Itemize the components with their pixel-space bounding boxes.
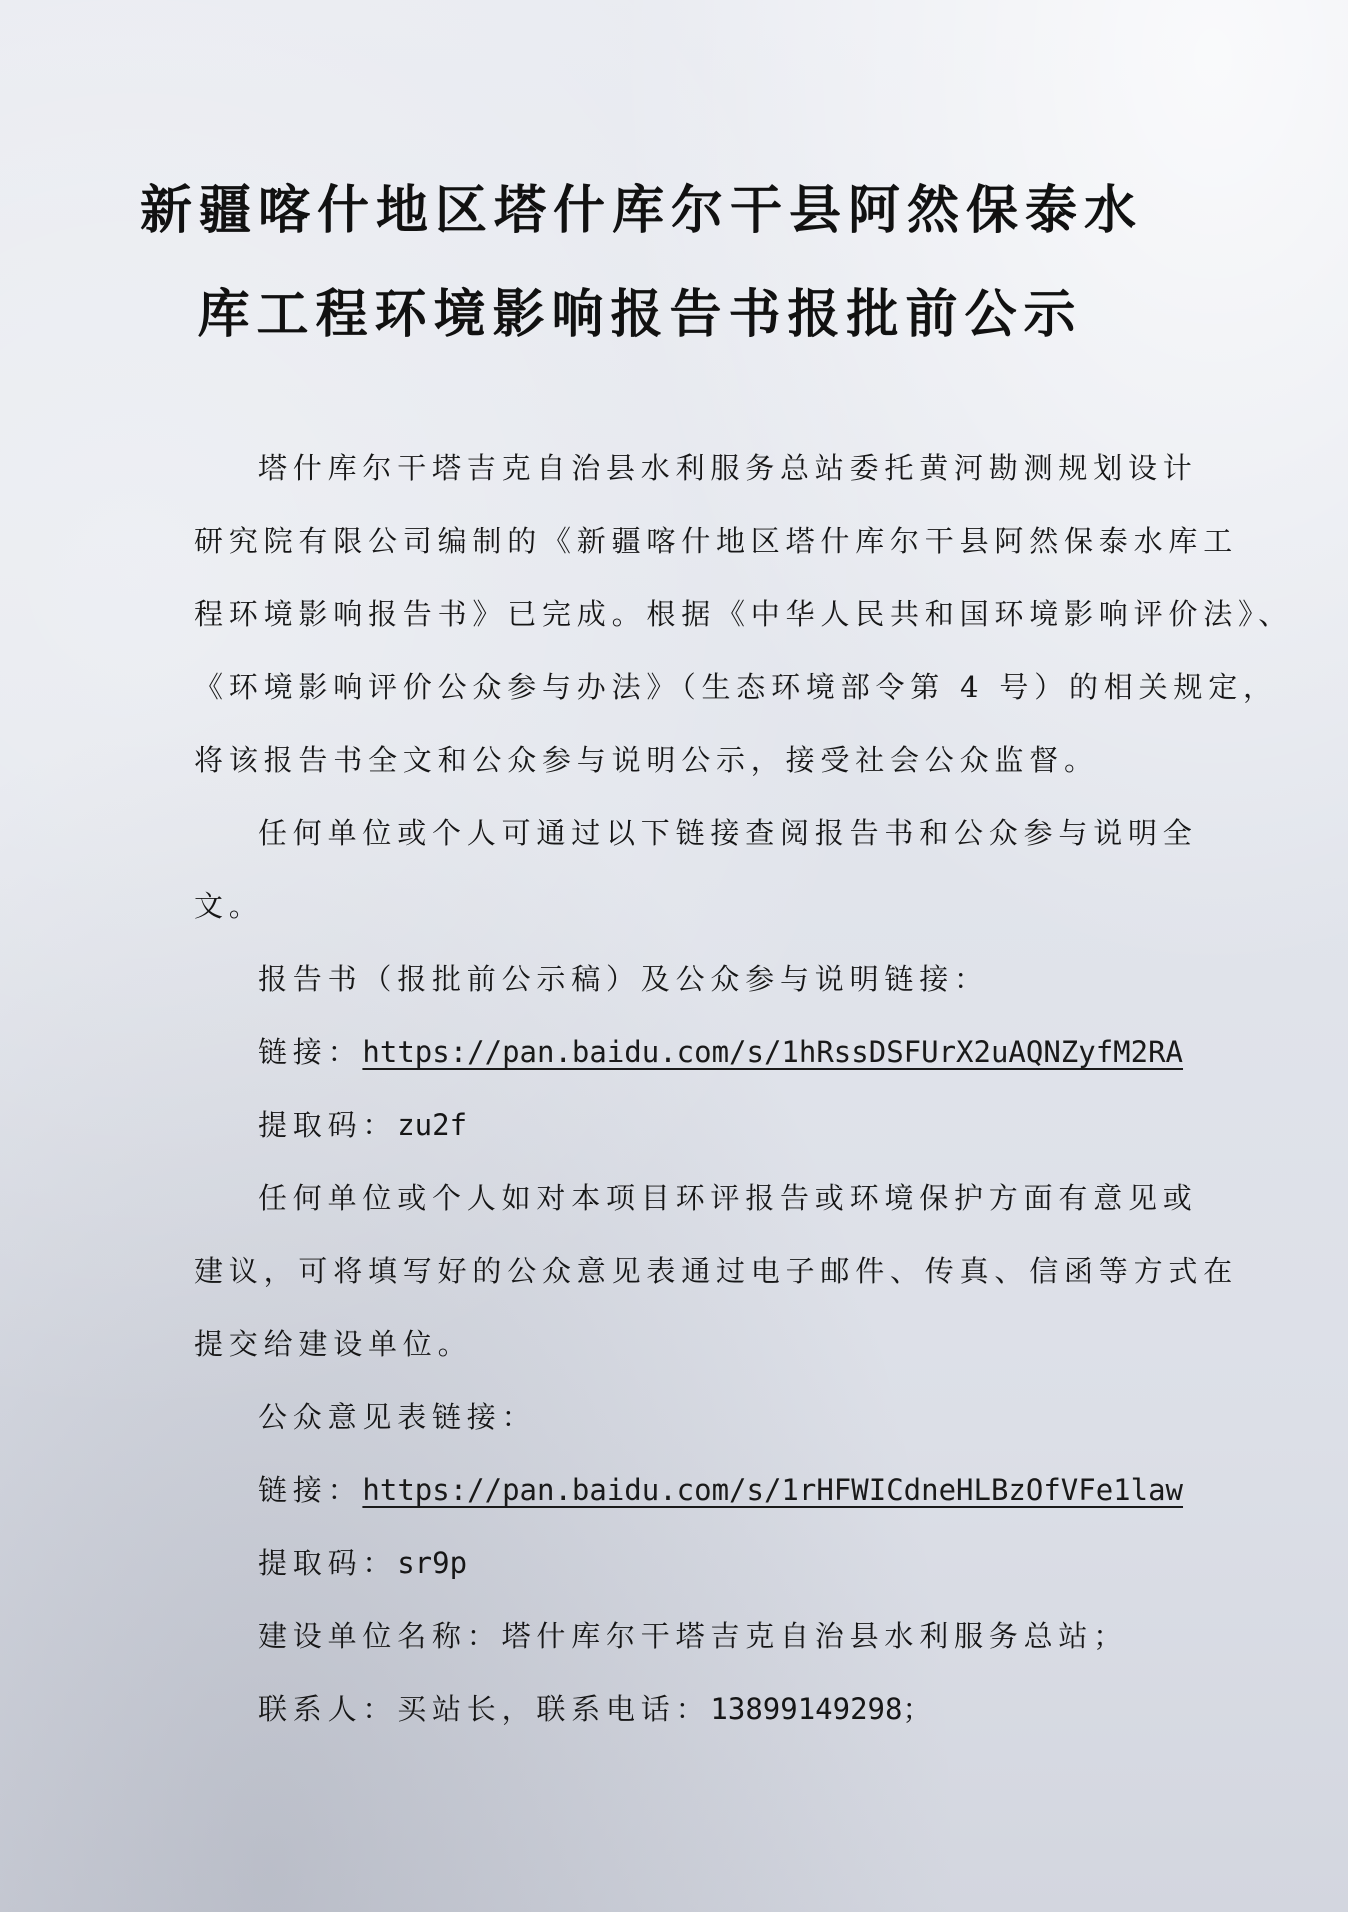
paragraph-1-line-3: 程环境影响报告书》已完成。根据《中华人民共和国环境影响评价法》、 bbox=[194, 597, 1294, 631]
opinion-link-row bbox=[258, 1468, 1183, 1509]
report-links-heading: 报告书（报批前公示稿）及公众参与说明链接： bbox=[258, 962, 989, 996]
opinion-code-label: 提取码： bbox=[258, 1546, 398, 1580]
paragraph-2-line-2: 文。 bbox=[194, 889, 264, 923]
report-code-label: 提取码： bbox=[258, 1108, 398, 1142]
report-link-label: 链接： bbox=[258, 1035, 363, 1069]
paragraph-3-line-1: 任何单位或个人如对本项目环评报告或环境保护方面有意见或 bbox=[258, 1181, 1198, 1215]
opinion-link-label: 链接： bbox=[258, 1473, 363, 1507]
paragraph-2-line-1: 任何单位或个人可通过以下链接查阅报告书和公众参与说明全 bbox=[258, 816, 1198, 850]
report-code-row bbox=[258, 1103, 467, 1144]
construction-unit-label: 建设单位名称： bbox=[258, 1619, 502, 1653]
construction-unit-name: 塔什库尔干塔吉克自治县水利服务总站； bbox=[501, 1619, 1129, 1653]
contact-person-row bbox=[258, 1687, 931, 1728]
paragraph-3-line-3: 提交给建设单位。 bbox=[194, 1327, 473, 1361]
document-title-line-2: 库工程环境影响报告书报批前公示 bbox=[197, 284, 1083, 345]
report-link-row bbox=[258, 1030, 1183, 1071]
contact-phone-value: 13899149298； bbox=[710, 1692, 932, 1726]
opinion-link-url[interactable]: https://pan.baidu.com/s/1rHFWICdneHLBzOfVFe1law bbox=[362, 1473, 1184, 1507]
paragraph-1-line-1: 塔什库尔干塔吉克自治县水利服务总站委托黄河勘测规划设计 bbox=[258, 451, 1198, 485]
opinion-links-heading: 公众意见表链接： bbox=[258, 1400, 537, 1434]
report-link-url[interactable]: https://pan.baidu.com/s/1hRssDSFUrX2uAQNZyfM2RA bbox=[362, 1035, 1184, 1069]
paragraph-1-line-5: 将该报告书全文和公众参与说明公示，接受社会公众监督。 bbox=[194, 743, 1099, 777]
opinion-code-row bbox=[258, 1541, 467, 1582]
opinion-code-value: sr9p bbox=[397, 1546, 468, 1580]
report-code-value: zu2f bbox=[397, 1108, 468, 1142]
document-title-line-1: 新疆喀什地区塔什库尔干县阿然保泰水 bbox=[140, 180, 1144, 241]
contact-phone-label: 联系电话： bbox=[536, 1692, 711, 1726]
contact-person-label: 联系人： bbox=[258, 1692, 398, 1726]
paragraph-3-line-2: 建议，可将填写好的公众意见表通过电子邮件、传真、信函等方式在 bbox=[194, 1254, 1239, 1288]
construction-unit-row bbox=[258, 1614, 1128, 1655]
paragraph-1-line-2: 研究院有限公司编制的《新疆喀什地区塔什库尔干县阿然保泰水库工 bbox=[194, 524, 1239, 558]
paragraph-1-line-4: 《环境影响评价公众参与办法》（生态环境部令第 4 号）的相关规定， bbox=[194, 670, 1278, 704]
contact-person-name: 买站长， bbox=[397, 1692, 537, 1726]
